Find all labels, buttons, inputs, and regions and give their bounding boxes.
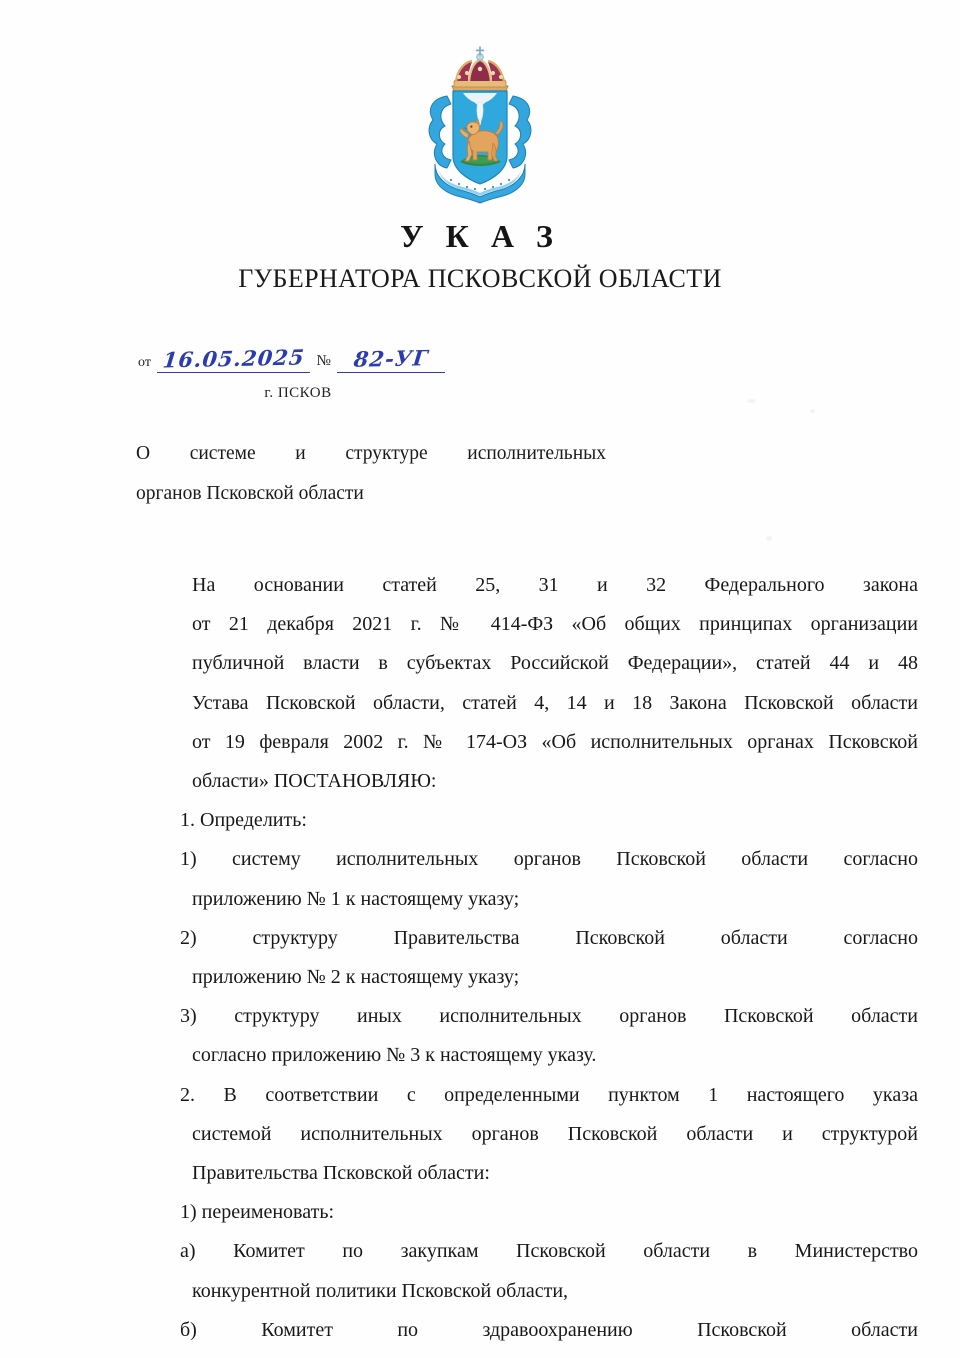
body-line: 3) структуру иных исполнительных органов Псковской области	[180, 1005, 918, 1028]
date-field[interactable]	[157, 344, 311, 373]
paragraph-item-1-2	[136, 919, 918, 997]
body-line: 1) переименовать:	[180, 1201, 335, 1224]
body-line: от 19 февраля 2002 г. № 174-ОЗ «Об исполнительных органах Псковской	[192, 730, 918, 753]
subject-line: О системе и структуре исполнительных	[136, 443, 606, 464]
paragraph-item-2-1-b	[136, 1311, 918, 1350]
body-line: приложению № 1 к настоящему указу;	[192, 887, 520, 910]
body-line: области» ПОСТАНОВЛЯЮ:	[192, 770, 437, 793]
scan-artifact	[810, 409, 815, 413]
body-line: На основании статей 25, 31 и 32 Федерального закона	[192, 574, 918, 596]
body-line: конкурентной политики Псковской области,	[192, 1279, 569, 1302]
document-subject	[136, 434, 606, 514]
paragraph-item-2-1	[136, 1193, 918, 1232]
paragraph-item-1-1	[136, 840, 918, 918]
body-line: а) Комитет по закупкам Псковской области в Министерство	[180, 1240, 918, 1263]
registration-line	[138, 344, 451, 373]
document-body	[136, 566, 918, 1350]
paragraph-preamble	[136, 566, 918, 801]
scan-artifact	[766, 536, 772, 541]
date-value: 16.05.2025	[161, 344, 306, 373]
body-line: публичной власти в субъектах Российской Федерации», статей 44 и 48	[192, 652, 918, 675]
body-line: б) Комитет по здравоохранению Псковской области	[180, 1318, 918, 1341]
subject-line: органов Псковской области	[136, 483, 364, 504]
coat-of-arms-pskov-oblast-icon	[405, 44, 555, 204]
body-line: системой исполнительных органов Псковской области и структурой	[192, 1122, 918, 1145]
document-title: У К А З	[400, 218, 560, 254]
scan-artifact	[747, 399, 756, 403]
paragraph-item-2-1-a	[136, 1232, 918, 1310]
city-label: г. ПСКОВ	[264, 385, 332, 401]
body-line: 2) структуру Правительства Псковской области согласно	[180, 926, 918, 949]
number-value: 82-УГ	[352, 345, 430, 372]
body-line: 1. Определить:	[180, 809, 307, 832]
body-line: 2. В соответствии с определенными пунктом 1 настоящего указа	[180, 1083, 918, 1106]
number-symbol: №	[316, 353, 331, 369]
number-field[interactable]	[337, 345, 445, 373]
date-label: от	[138, 355, 151, 370]
body-line: Устава Псковской области, статей 4, 14 и 18 Закона Псковской области	[192, 691, 918, 714]
paragraph-item-1-3	[136, 997, 918, 1075]
body-line: Правительства Псковской области:	[192, 1162, 490, 1185]
emblem-container	[0, 44, 960, 204]
paragraph-item-2	[136, 1076, 918, 1194]
document-subtitle: ГУБЕРНАТОРА ПСКОВСКОЙ ОБЛАСТИ	[238, 264, 722, 293]
paragraph-item-1	[136, 801, 918, 840]
body-line: от 21 декабря 2021 г. № 414-ФЗ «Об общих принципах организации	[192, 613, 918, 636]
body-line: согласно приложению № 3 к настоящему указу.	[192, 1044, 597, 1067]
body-line: 1) систему исполнительных органов Псковской области согласно	[180, 848, 918, 871]
body-line: приложению № 2 к настоящему указу;	[192, 966, 520, 989]
